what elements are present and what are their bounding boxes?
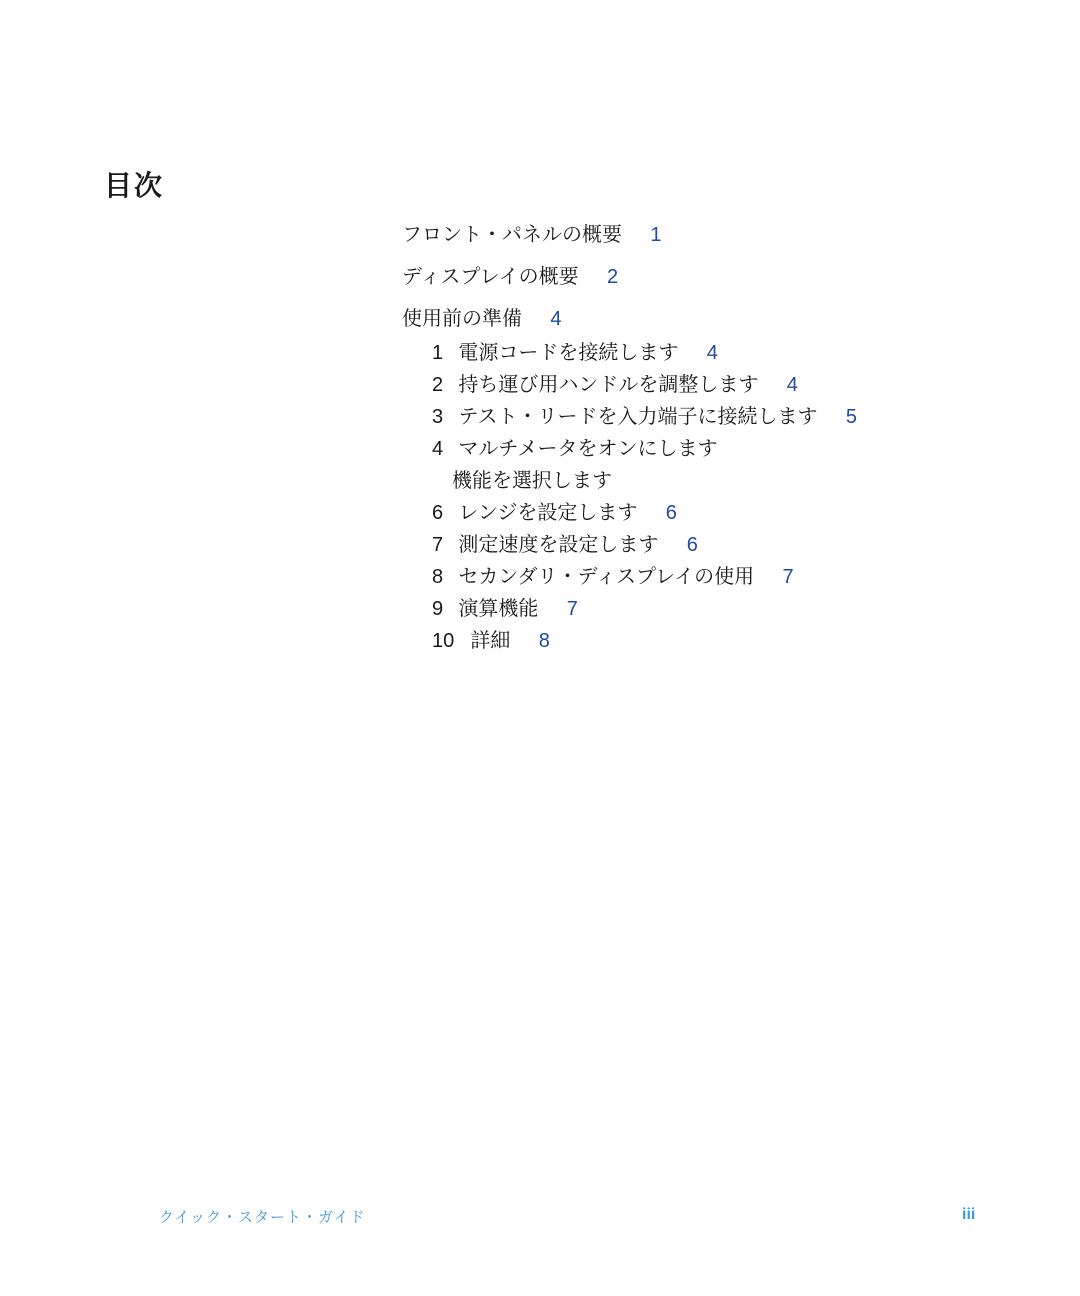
toc-entry-display[interactable]: [402, 263, 618, 290]
toc-entry-title: 持ち運び用ハンドルを調整します: [458, 372, 759, 396]
toc-page-link[interactable]: 1: [650, 224, 662, 246]
toc-page-link[interactable]: 7: [566, 598, 578, 620]
toc-page-link[interactable]: 4: [786, 374, 798, 396]
step-number: 4: [432, 438, 444, 460]
footer-guide-title: クイック・スタート・ガイド: [159, 1208, 366, 1226]
toc-entry-title: レンジを設定します: [458, 500, 638, 524]
step-number: 8: [432, 566, 444, 588]
toc-entry-title: マルチメータをオンにします: [458, 436, 718, 460]
toc-entry-title: 演算機能: [458, 596, 539, 620]
page-title: 目次: [104, 169, 165, 202]
toc-entry-title: 機能を選択します: [452, 468, 612, 492]
toc-step-8[interactable]: [432, 563, 794, 590]
step-number: 3: [432, 406, 444, 428]
toc-page-link[interactable]: 4: [550, 308, 562, 330]
toc-entry-preparation[interactable]: [402, 305, 561, 332]
toc-step-3[interactable]: [432, 403, 857, 430]
toc-entry-title: ディスプレイの概要: [402, 264, 579, 288]
step-number: 9: [432, 598, 444, 620]
step-number: 7: [432, 534, 444, 556]
toc-page-link[interactable]: 4: [706, 342, 718, 364]
toc-page-link[interactable]: 7: [782, 566, 794, 588]
toc-page-link[interactable]: 8: [538, 630, 550, 652]
toc-entry-title: セカンダリ・ディスプレイの使用: [458, 564, 755, 588]
toc-entry-title: 詳細: [470, 628, 511, 652]
toc-entry-title: 測定速度を設定します: [458, 532, 659, 556]
toc-step-2[interactable]: [432, 371, 798, 398]
toc-step-10[interactable]: [432, 627, 550, 654]
toc-step-6[interactable]: [432, 499, 677, 526]
toc-entry-title: フロント・パネルの概要: [402, 222, 622, 246]
step-number: 10: [432, 630, 455, 652]
toc-step-4[interactable]: [432, 435, 718, 462]
toc-step-select-function[interactable]: [452, 467, 612, 493]
toc-entry-title: 電源コードを接続します: [458, 340, 679, 364]
step-number: 1: [432, 342, 444, 364]
footer-page-number: iii: [962, 1206, 976, 1223]
toc-entry-title: 使用前の準備: [402, 306, 522, 330]
toc-entry-title: テスト・リードを入力端子に接続します: [458, 404, 818, 428]
toc-step-7[interactable]: [432, 531, 698, 558]
toc-entry-front-panel[interactable]: [402, 221, 661, 248]
toc-page-link[interactable]: 6: [665, 502, 677, 524]
toc-page-link[interactable]: 5: [845, 406, 858, 428]
step-number: 2: [432, 374, 444, 396]
toc-step-1[interactable]: [432, 339, 718, 366]
step-number: 6: [432, 502, 444, 524]
toc-page-link[interactable]: 6: [686, 534, 698, 556]
toc-step-9[interactable]: [432, 595, 578, 622]
toc-page-link[interactable]: 2: [606, 266, 619, 288]
